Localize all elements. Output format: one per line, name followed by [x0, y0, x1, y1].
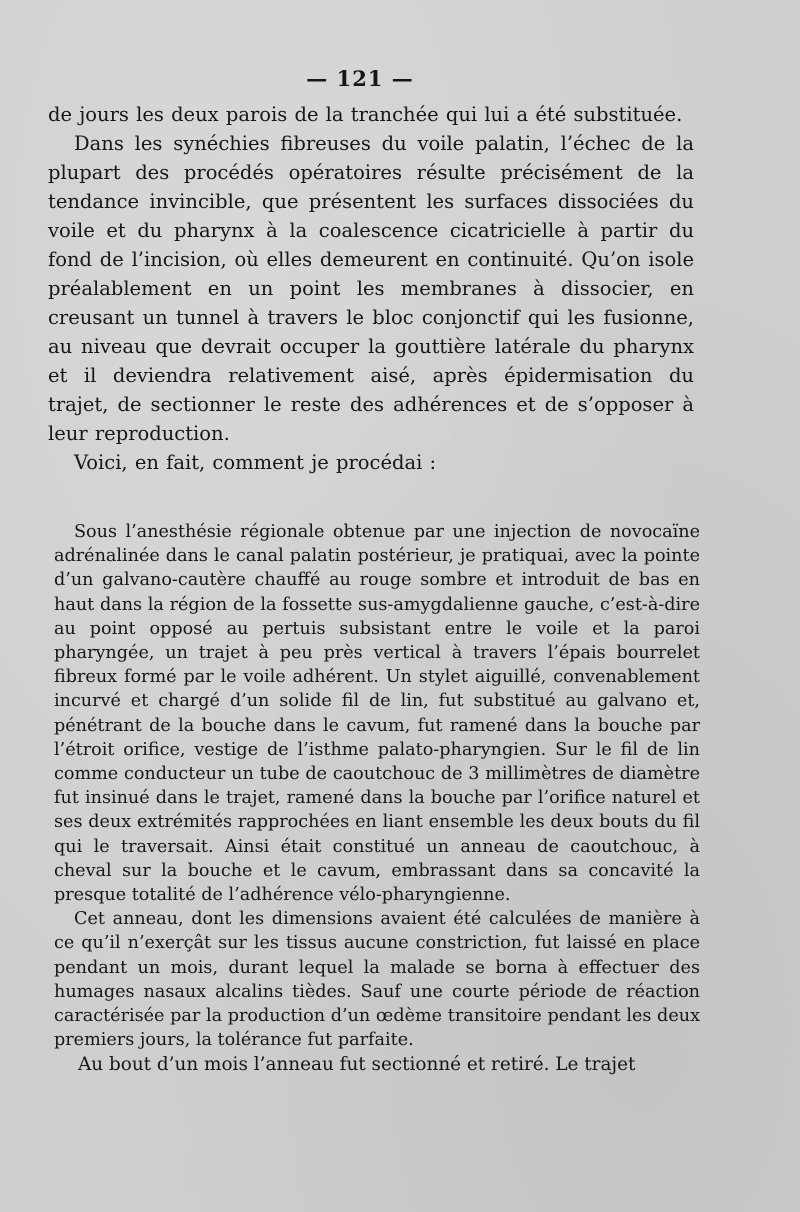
paragraph-ring: Cet anneau, dont les dimensions avaient été calculées de manière à ce qu’il n’exerçât sur les tissus aucune constriction, fut laissé en place pendant un mois, durant lequel la malade se borna à effectuer des humages nasaux alcalins tièdes. Sauf une courte période de réaction caractérisée par la production d’un œdème transitoire pendant les deux premiers jours, la tolérance fut parfaite. [54, 909, 700, 1051]
paragraph-removal: Au bout d’un mois l’anneau fut sectionné et retiré. Le trajet [78, 1054, 636, 1076]
page-number: — 121 — [306, 66, 414, 91]
main-text-block [48, 100, 694, 477]
paragraph-anesthesia: Sous l’anesthésie régionale obtenue par une injection de novocaïne adrénalinée dans le canal palatin postérieur, je pratiquai, avec la pointe d’un galvano-cautère chauffé au rouge sombre et introduit de bas en haut dans la région de la fossette sus-amygdalienne gauche, c’est-à-dire au point opposé au pertuis subsistant entre le voile et la paroi pharyngée, un trajet à peu près vertical à travers l’épais bourrelet fibreux formé par le voile adhérent. Un stylet aiguillé, convenablement incurvé et chargé d’un solide fil de lin, fut substitué au galvano et, pénétrant de la bouche dans le cavum, fut ramené dans la bouche par l’étroit orifice, vestige de l’isthme palato-pharyngien. Sur le fil de lin comme conducteur un tube de caoutchouc de 3 millimètres de diamètre fut insinué dans le trajet, ramené dans la bouche par l’orifice naturel et ses deux extrémités rapprochées en liant ensemble les deux bouts du fil qui le traversait. Ainsi était constitué un anneau de caoutchouc, à cheval sur la bouche et le cavum, embrassant dans sa concavité la presque totalité de l’adhérence vélo-pharyngienne. [54, 522, 700, 906]
procedure-description-block [54, 520, 700, 1077]
paragraph-procedure-intro: Voici, en fait, comment je procédai : [74, 451, 437, 474]
paragraph-continuation: de jours les deux parois de la tranchée qui lui a été substituée. [48, 103, 683, 126]
paragraph-synechies: Dans les synéchies fibreuses du voile palatin, l’échec de la plupart des procédés opératoires résulte précisément de la tendance invincible, que présentent les surfaces dissociées du voile et du pharynx à la coalescence cicatricielle à partir du fond de l’incision, où elles demeurent en continuité. Qu’on isole préalablement en un point les membranes à dissocier, en creusant un tunnel à travers le bloc conjonctif qui les fusionne, au niveau que devrait occuper la gouttière latérale du pharynx et il deviendra relativement aisé, après épidermisation du trajet, de sectionner le reste des adhérences et de s’opposer à leur reproduction. [48, 132, 694, 445]
